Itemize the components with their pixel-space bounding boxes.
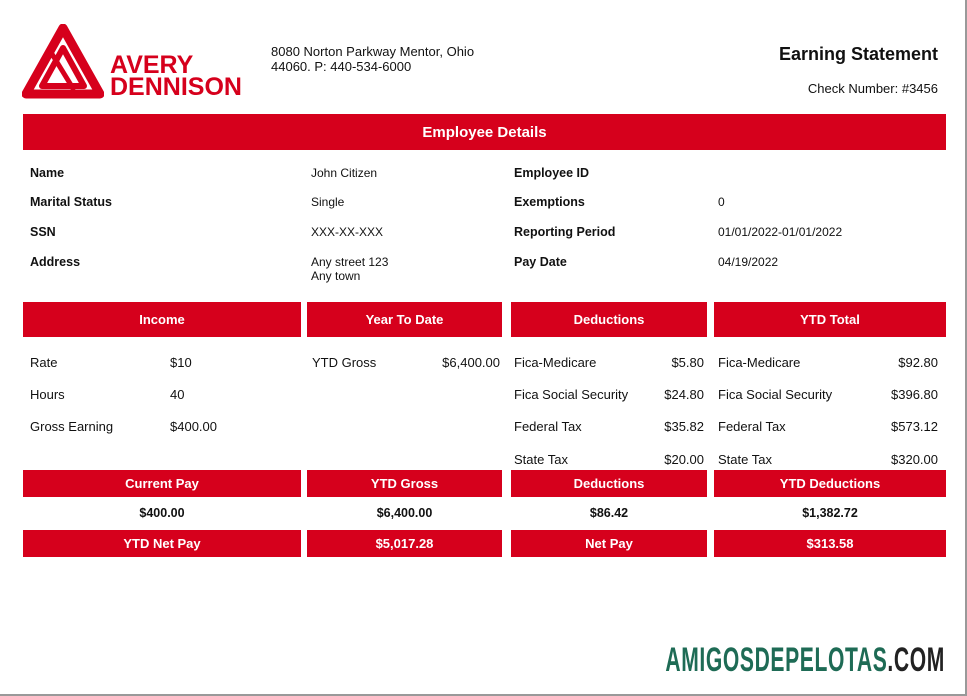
exemptions-value: 0 bbox=[718, 195, 725, 209]
page-title: Earning Statement bbox=[778, 44, 938, 64]
deduction-value: $24.80 bbox=[664, 387, 704, 402]
ytd-gross-total: $6,400.00 bbox=[376, 506, 433, 520]
ytd-total-value: $396.80 bbox=[891, 387, 938, 402]
ssn-value: XXX-XX-XXX bbox=[311, 225, 384, 239]
deduction-value: $5.80 bbox=[671, 355, 704, 370]
income-label: Rate bbox=[30, 355, 58, 370]
paydate-value: 04/19/2022 bbox=[718, 255, 779, 269]
deduction-label: Fica-Medicare bbox=[514, 355, 597, 370]
address-label: Address bbox=[30, 255, 81, 269]
ytd-deductions-header: YTD Deductions bbox=[714, 470, 946, 497]
ytd-net-pay-value: $5,017.28 bbox=[307, 530, 502, 557]
total-deductions-header: Deductions bbox=[511, 470, 707, 497]
name-value: John Citizen bbox=[311, 166, 378, 180]
current-pay-header: Current Pay bbox=[23, 470, 301, 497]
deduction-label: Federal Tax bbox=[514, 419, 582, 434]
ytd-gross-value: $6,400.00 bbox=[442, 355, 500, 370]
ytd-total-header: YTD Total bbox=[714, 302, 946, 337]
exemptions-label: Exemptions bbox=[514, 195, 585, 209]
deduction-value: $20.00 bbox=[664, 452, 704, 467]
ytd-total-value: $320.00 bbox=[891, 452, 938, 467]
address-line-1: 8080 Norton Parkway Mentor, Ohio bbox=[271, 44, 475, 59]
net-pay-label: Net Pay bbox=[511, 530, 707, 557]
marital-value: Single bbox=[311, 195, 345, 209]
ytd-total-value: $573.12 bbox=[891, 419, 938, 434]
income-value: 40 bbox=[170, 387, 185, 402]
ytd-total-label: Federal Tax bbox=[718, 419, 786, 434]
address-line-2: 44060. P: 440-534-6000 bbox=[271, 59, 412, 74]
company-address bbox=[271, 44, 474, 74]
logo-text-dennison: DENNISON bbox=[110, 73, 242, 101]
current-pay-value: $400.00 bbox=[139, 506, 185, 520]
name-label: Name bbox=[30, 166, 65, 180]
ytd-total-value: $92.80 bbox=[898, 355, 938, 370]
deductions-header: Deductions bbox=[511, 302, 707, 337]
employee-id-label: Employee ID bbox=[514, 166, 590, 180]
ytd-deductions-value: $1,382.72 bbox=[802, 506, 858, 520]
ytd-total-label: State Tax bbox=[718, 452, 772, 467]
ytd-gross-header: YTD Gross bbox=[307, 470, 502, 497]
marital-label: Marital Status bbox=[30, 195, 112, 209]
income-value: $400.00 bbox=[170, 419, 217, 434]
ytd-total-label: Fica Social Security bbox=[718, 387, 833, 402]
total-deductions-value: $86.42 bbox=[589, 506, 629, 520]
address-2: Any town bbox=[311, 269, 361, 283]
deduction-value: $35.82 bbox=[664, 419, 704, 434]
period-value: 01/01/2022-01/01/2022 bbox=[718, 225, 843, 239]
watermark-tld: .COM bbox=[887, 641, 945, 679]
ytd-gross-label: YTD Gross bbox=[312, 355, 377, 370]
deduction-label: State Tax bbox=[514, 452, 568, 467]
avery-triangle-icon bbox=[22, 24, 104, 100]
paydate-label: Pay Date bbox=[514, 255, 567, 269]
watermark-main: AMIGOSDEPELOTAS bbox=[665, 641, 888, 679]
period-label: Reporting Period bbox=[514, 225, 616, 239]
income-label: Gross Earning bbox=[30, 419, 114, 434]
ytd-header: Year To Date bbox=[307, 302, 502, 337]
income-header: Income bbox=[23, 302, 301, 337]
ytd-total-label: Fica-Medicare bbox=[718, 355, 801, 370]
net-pay-value: $313.58 bbox=[714, 530, 946, 557]
income-label: Hours bbox=[30, 387, 65, 402]
deduction-label: Fica Social Security bbox=[514, 387, 629, 402]
address-value bbox=[311, 255, 388, 283]
company-logo bbox=[22, 24, 252, 100]
income-value: $10 bbox=[170, 355, 192, 370]
ssn-label: SSN bbox=[30, 225, 56, 239]
address-1: Any street 123 bbox=[311, 255, 389, 269]
employee-details-header: Employee Details bbox=[23, 114, 946, 150]
ytd-net-pay-label: YTD Net Pay bbox=[23, 530, 301, 557]
watermark bbox=[665, 642, 945, 678]
logo-text-avery: AVERY bbox=[110, 51, 194, 79]
check-number: Check Number: #3456 bbox=[807, 81, 938, 96]
